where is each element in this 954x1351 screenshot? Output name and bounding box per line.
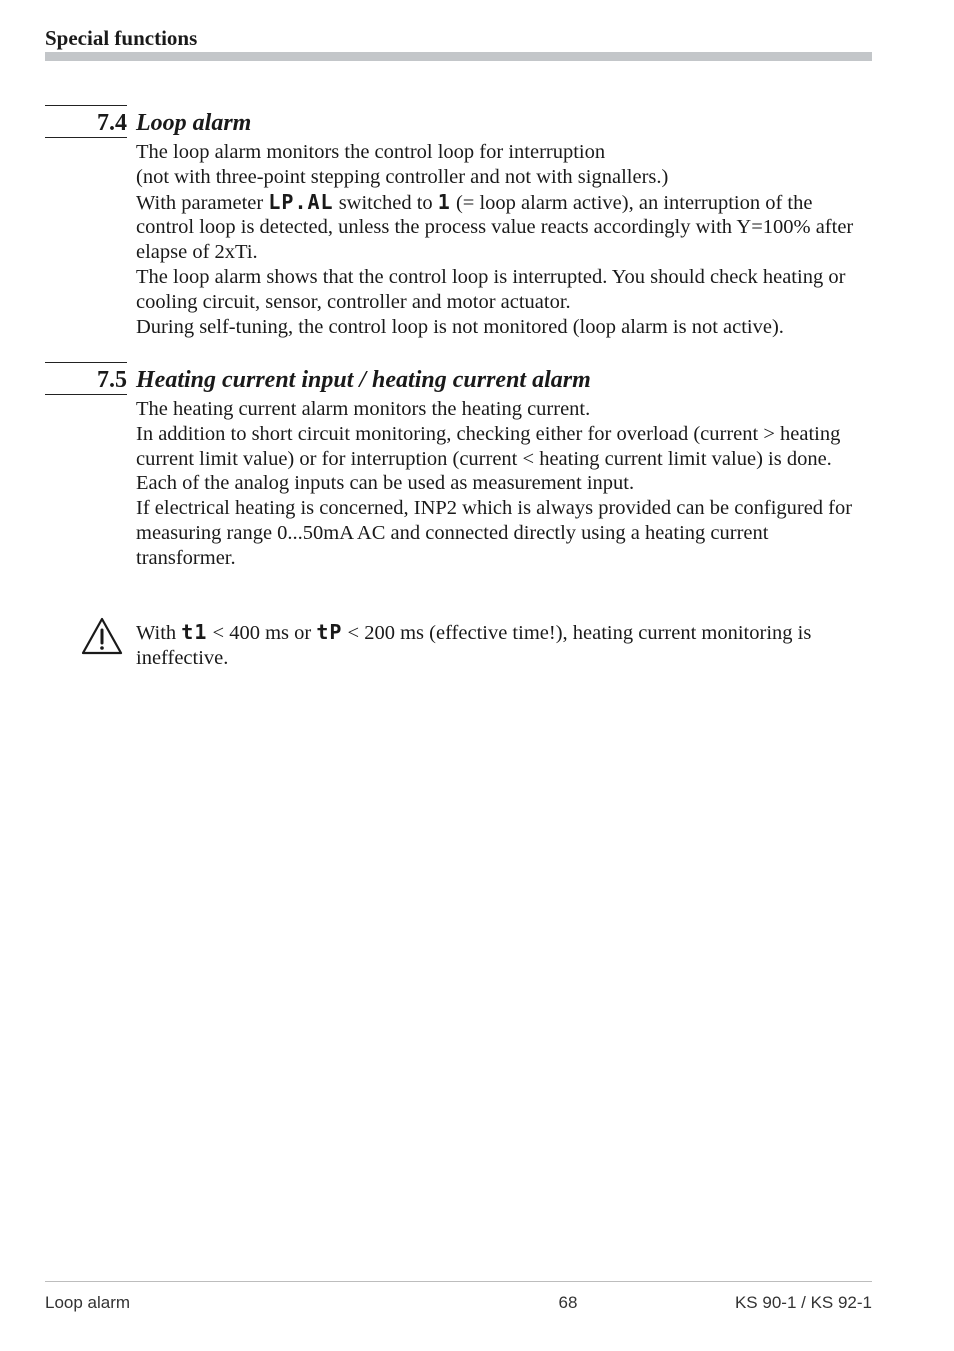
footer-page-number: 68 <box>558 1293 578 1312</box>
section-7-5-body <box>136 397 872 571</box>
heading-rule-top <box>45 105 127 106</box>
parameter-value: 1 <box>437 189 451 214</box>
footer-section-name: Loop alarm <box>45 1293 131 1312</box>
warning-text <box>136 620 872 671</box>
paragraph: If electrical heating is concerned, INP2 which is always provided can be configured for measuring range 0...50mA AC and connected directly using a heating current transformer. <box>136 497 853 569</box>
footer-rule <box>45 1281 872 1282</box>
section-title: Loop alarm <box>136 110 252 136</box>
footer-product-name: KS 90-1 / KS 92-1 <box>734 1293 872 1312</box>
text-span: < 200 ms (effective time!), heating current monitoring is ineffective. <box>136 622 812 669</box>
text-span: (= loop alarm active), an interruption of the control loop is detected, unless the process value reacts accordingly with Y=100% after elapse of 2xTi. <box>136 191 854 264</box>
parameter-code: t1 <box>181 620 208 644</box>
paragraph: (not with three-point stepping controller and not with signallers.) <box>136 165 669 188</box>
paragraph-parameter <box>136 190 872 265</box>
section-title: Heating current input / heating current alarm <box>136 367 591 393</box>
section-number: 7.5 <box>97 367 127 393</box>
paragraph: The loop alarm monitors the control loop for interruption <box>136 141 606 163</box>
parameter-code: tP <box>316 620 343 644</box>
paragraph: During self-tuning, the control loop is not monitored (loop alarm is not active). <box>136 315 784 338</box>
warning-triangle-icon <box>80 616 124 656</box>
text-span: < 400 ms or <box>207 622 317 644</box>
header-bar <box>45 52 872 61</box>
section-7-4-body <box>136 140 872 339</box>
paragraph: Each of the analog inputs can be used as measurement input. <box>136 472 635 495</box>
text-span: switched to <box>333 191 438 214</box>
text-span: With parameter <box>136 191 269 214</box>
paragraph: In addition to short circuit monitoring, checking either for overload (current > heating current limit value) or for interruption (current < heating current limit value) is done. <box>136 422 841 470</box>
heading-rule-bottom <box>45 137 127 138</box>
paragraph-warning <box>136 620 872 671</box>
heading-rule-top <box>45 362 127 363</box>
page-header-title: Special functions <box>45 26 198 50</box>
parameter-code: LP.AL <box>268 189 334 214</box>
paragraph: The loop alarm shows that the control loop is interrupted. You should check heating or cooling circuit, sensor, controller and motor actuator. <box>136 265 846 313</box>
section-number: 7.4 <box>97 110 127 136</box>
text-span: With <box>136 622 182 644</box>
heading-rule-bottom <box>45 394 127 395</box>
paragraph: The heating current alarm monitors the heating current. <box>136 398 591 420</box>
